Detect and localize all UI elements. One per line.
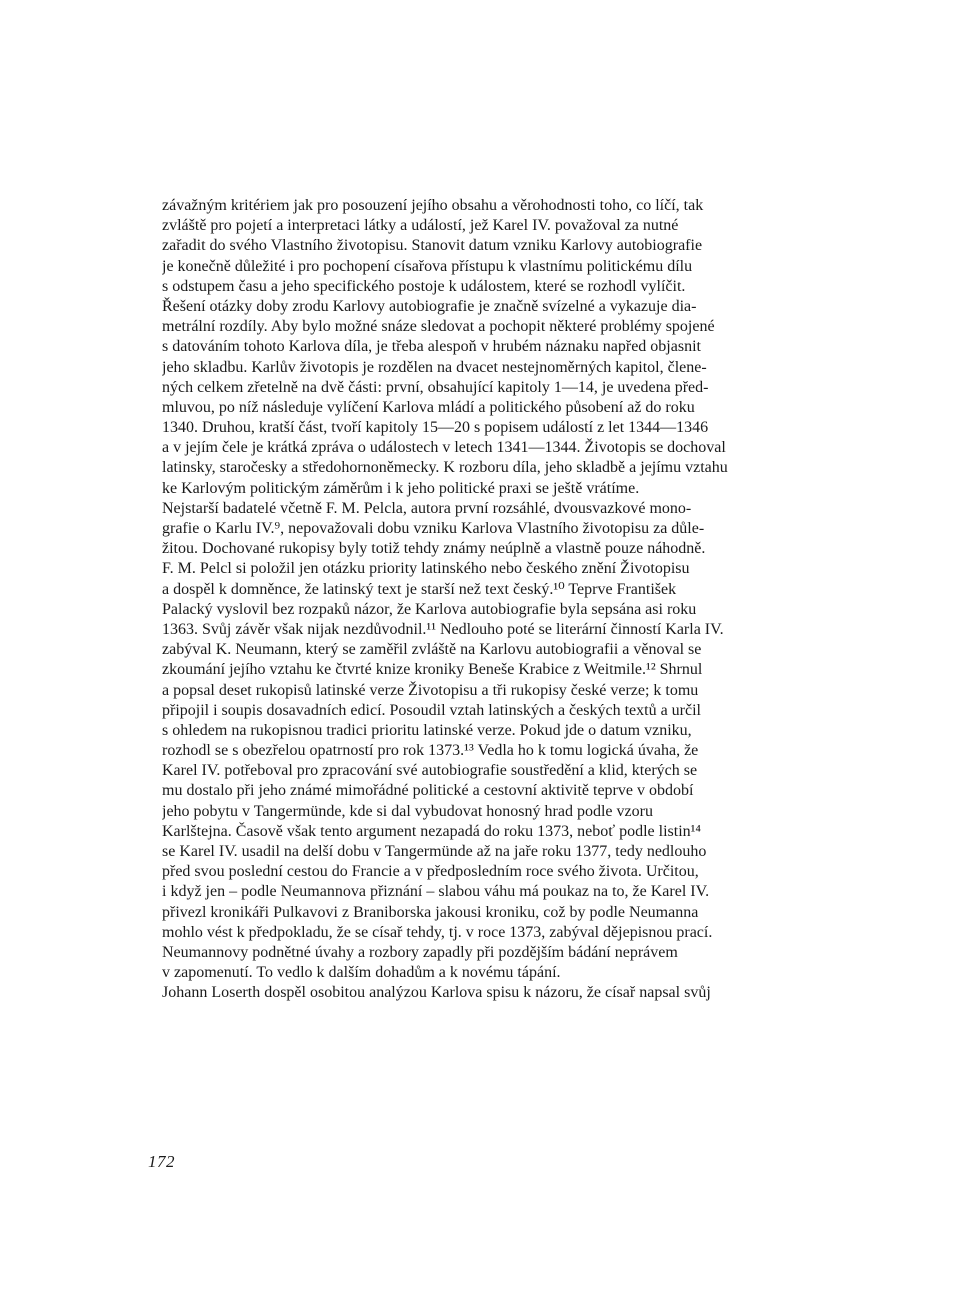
text-line: s datováním tohoto Karlova díla, je třeba alespoň v hrubém náznaku napřed objasnit: [162, 338, 701, 356]
page-number: 172: [148, 1152, 175, 1171]
text-line: před svou poslední cestou do Francie a v předposledním roce svého života. Určitou,: [162, 863, 699, 881]
text-line: Neumannovy podnětné úvahy a rozbory zapadly při pozdějším bádání neprávem: [162, 943, 678, 961]
text-line: připojil i soupis dosavadních edicí. Posoudil vztah latinských a českých textů a určil: [162, 701, 701, 719]
text-line: ke Karlovým politickým záměrům i k jeho politické praxi se ještě vrátíme.: [162, 479, 640, 497]
text-line: grafie o Karlu IV.⁹, nepovažovali dobu vzniku Karlova Vlastního životopisu za důle-: [162, 520, 705, 537]
text-line: zařadit do svého Vlastního životopisu. Stanovit datum vzniku Karlovy autobiografie: [162, 237, 703, 255]
text-line: rozhodl se s obezřelou opatrností pro rok 1373.¹³ Vedla ho k tomu logická úvaha, že: [162, 742, 699, 760]
text-line: a popsal deset rukopisů latinské verze Životopisu a tři rukopisy české verze; k tomu: [162, 681, 699, 699]
text-line: Karel IV. potřeboval pro zpracování své autobiografie soustředění a klid, kterých se: [162, 762, 698, 780]
text-line: metrální rozdíly. Aby bylo možné snáze sledovat a pochopit některé problémy spojené: [162, 318, 715, 336]
text-line: zvláště pro pojetí a interpretaci látky a událostí, jež Karel IV. považoval za nutné: [162, 217, 679, 235]
text-line: s ohledem na rukopisnou tradici prioritu latinské verze. Pokud jde o datum vzniku,: [162, 721, 692, 739]
text-line: Karlštejna. Časově však tento argument nezapadá do roku 1373, neboť podle listin¹⁴: [162, 822, 702, 840]
text-line: mluvou, po níž následuje vylíčení Karlova mládí a politického působení až do roku: [162, 398, 695, 416]
text-line: zkoumání jejího vztahu ke čtvrté knize kroniky Beneše Krabice z Weitmile.¹² Shrnul: [162, 661, 703, 679]
text-line: a v jejím čele je krátká zpráva o událostech v letech 1341—1344. Životopis se dochoval: [162, 439, 726, 457]
text-line: závažným kritériem jak pro posouzení jejího obsahu a věrohodnosti toho, co líčí, tak: [162, 197, 704, 214]
text-line: Palacký vyslovil bez rozpaků názor, že Karlova autobiografie byla sepsána asi roku: [162, 600, 697, 618]
text-line: a dospěl k domněnce, že latinský text je starší než text český.¹⁰ Teprve František: [162, 580, 677, 598]
text-line: se Karel IV. usadil na delší dobu v Tangermünde až na jaře roku 1377, tedy nedlouho: [162, 843, 707, 860]
text-line: mu dostalo při jeho známé mimořádné politické a cestovní aktivitě teprve v období: [162, 782, 694, 800]
text-line: F. M. Pelcl si položil jen otázku priority latinského nebo českého znění Životopisu: [162, 560, 690, 578]
text-line: v zapomenutí. To vedlo k dalším dohadům a k novému tápání.: [162, 964, 561, 982]
text-line: ných celkem zřetelně na dvě části: první, obsahující kapitoly 1—14, je uvedena před-: [162, 378, 709, 396]
text-line: 1363. Svůj závěr však nijak nezdůvodnil.¹¹ Nedlouho poté se literární činností Karla IV.: [162, 620, 724, 638]
text-line: je konečně důležité i pro pochopení císařova přístupu k vlastnímu politickému dílu: [162, 257, 693, 275]
text-line: 1340. Druhou, kratší část, tvoří kapitoly 15—20 s popisem událostí z let 1344—1346: [162, 419, 709, 437]
text-line: latinsky, staročesky a středohornoněmecky. K rozboru díla, jeho skladbě a jejímu vztahu: [162, 459, 728, 477]
text-line: zabýval K. Neumann, který se zaměřil zvláště na Karlovu autobiografii a věnoval se: [162, 641, 702, 659]
text-line: mohlo vést k předpokladu, že se císař tehdy, tj. v roce 1373, zabýval dějepisnou prací.: [162, 923, 713, 941]
text-line: Johann Loserth dospěl osobitou analýzou Karlova spisu k názoru, že císař napsal svůj: [162, 984, 711, 1002]
text-line: i když jen – podle Neumannova přiznání – slabou váhu má poukaz na to, že Karel IV.: [162, 883, 710, 901]
text-line: jeho pobytu v Tangermünde, kde si dal vybudovat honosný hrad podle vzoru: [162, 802, 653, 820]
text-line: Řešení otázky doby zrodu Karlovy autobiografie je značně svízelné a vykazuje dia-: [162, 297, 697, 315]
text-line: přivezl kronikáři Pulkavovi z Braniborska jakousi kroniku, což by podle Neumanna: [162, 903, 699, 921]
text-line: jeho skladbu. Karlův životopis je rozdělen na dvacet nestejnoměrných kapitol, člene-: [162, 358, 707, 376]
text-line: s odstupem času a jeho specifického postoje k událostem, které se rozhodl vylíčit.: [162, 277, 686, 295]
text-line: Nejstarší badatelé včetně F. M. Pelcla, autora první rozsáhlé, dvousvazkové mono-: [162, 499, 692, 517]
body-text: [162, 196, 802, 1004]
text-line: žitou. Dochované rukopisy byly totiž tehdy známy neúplně a vlastně pouze náhodně.: [162, 540, 706, 558]
